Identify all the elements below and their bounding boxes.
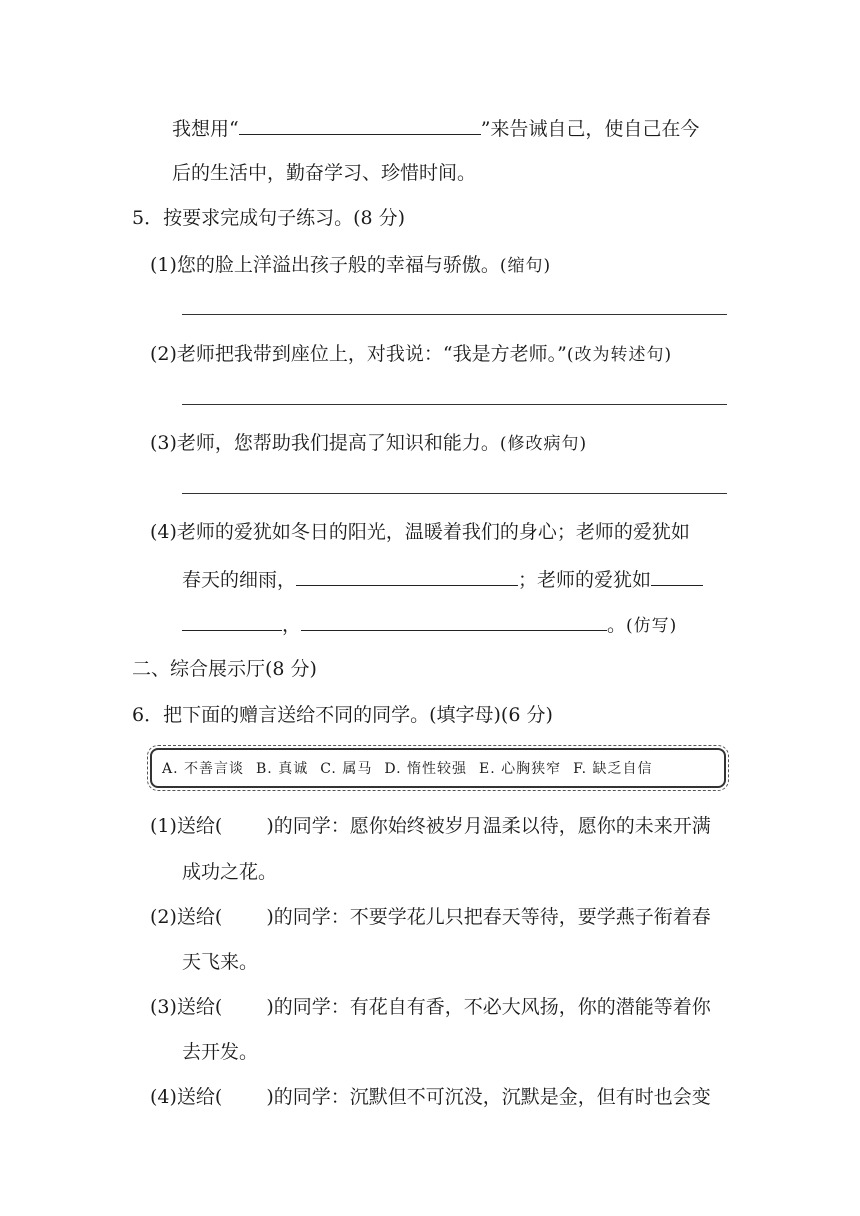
q5-item-2-text: (2)老师把我带到座位上，对我说：“我是方老师。”	[150, 343, 567, 365]
q5-item-4-blank-2b[interactable]	[182, 612, 282, 631]
q5-item-4-blank-3[interactable]	[301, 612, 607, 631]
q6-item-3-suffix: )的同学：有花自有香，不必大风扬，你的潜能等着你	[266, 996, 711, 1018]
q6-item-1-prefix: (1)送给(	[150, 815, 223, 837]
q6-item-1-suffix: )的同学：愿你始终被岁月温柔以待，愿你的未来开满	[266, 815, 711, 837]
q6-item-4	[150, 1085, 711, 1109]
q5-item-3-answer-line[interactable]	[182, 493, 727, 494]
q6-item-3	[150, 995, 711, 1019]
q6-option-c: C. 属马	[320, 761, 373, 777]
q6-option-f: F. 缺乏自信	[573, 761, 653, 777]
q5-item-1-note: (缩句)	[499, 256, 552, 276]
q5-item-4-blank-1[interactable]	[296, 567, 518, 586]
q6-item-3-cont: 去开发。	[182, 1041, 259, 1063]
q6-item-2-suffix: )的同学：不要学花儿只把春天等待，要学燕子衔着春	[266, 906, 711, 928]
q6-item-1-cont: 成功之花。	[182, 861, 278, 883]
q6-item-1	[150, 814, 711, 838]
q6-option-a: A. 不善言谈	[162, 761, 245, 777]
q5-item-1-text: (1)您的脸上洋溢出孩子般的幸福与骄傲。	[150, 254, 500, 276]
q6-option-d: D. 惰性较强	[384, 761, 467, 777]
q5-item-4-line2-prefix: 春天的细雨，	[182, 569, 297, 591]
q6-item-2-cont: 天飞来。	[182, 951, 259, 973]
q6-item-3-prefix: (3)送给(	[150, 996, 223, 1018]
q5-item-3-text: (3)老师，您帮助我们提高了知识和能力。	[150, 432, 500, 454]
q4-line2: 后的生活中，勤奋学习、珍惜时间。	[172, 162, 477, 184]
q5-title: 5．按要求完成句子练习。(8 分)	[132, 207, 406, 229]
q5-item-4-comma: ，	[282, 614, 302, 636]
q5-item-4-period: 。	[607, 614, 627, 636]
q6-title: 6．把下面的赠言送给不同的同学。(填字母)(6 分)	[132, 704, 553, 726]
q5-item-4-note: (仿写)	[626, 616, 678, 636]
q5-item-4-line2-mid: ；老师的爱犹如	[518, 569, 652, 591]
q5-item-4-line2	[182, 567, 703, 592]
q5-item-1-answer-line[interactable]	[182, 314, 727, 315]
q4-line1	[172, 116, 699, 141]
q5-item-1	[150, 253, 551, 278]
q5-item-4-blank-2a[interactable]	[651, 567, 703, 586]
q5-item-2-answer-line[interactable]	[182, 404, 727, 405]
q6-option-b: B. 真诚	[256, 761, 309, 777]
q5-item-2	[150, 342, 672, 367]
q5-item-3-note: (修改病句)	[499, 434, 588, 454]
q6-item-2	[150, 905, 711, 929]
q4-line1-prefix: 我想用“	[172, 118, 239, 140]
section2-title: 二、综合展示厅(8 分)	[132, 658, 317, 680]
q5-item-3	[150, 431, 587, 456]
q6-item-2-prefix: (2)送给(	[150, 906, 223, 928]
q5-item-4-line3	[182, 612, 677, 638]
q5-item-2-note: (改为转述句)	[566, 345, 673, 365]
q4-line1-suffix: ”来告诫自己，使自己在今	[480, 118, 700, 140]
q4-answer-blank[interactable]	[239, 116, 481, 135]
q6-option-e: E. 心胸狭窄	[478, 761, 562, 777]
q6-item-4-prefix: (4)送给(	[150, 1086, 223, 1108]
q6-item-4-suffix: )的同学：沉默但不可沉没，沉默是金，但有时也会变	[266, 1086, 711, 1108]
q6-options-box	[150, 748, 726, 788]
q5-item-4-line1: (4)老师的爱犹如冬日的阳光，温暖着我们的身心；老师的爱犹如	[150, 521, 690, 543]
